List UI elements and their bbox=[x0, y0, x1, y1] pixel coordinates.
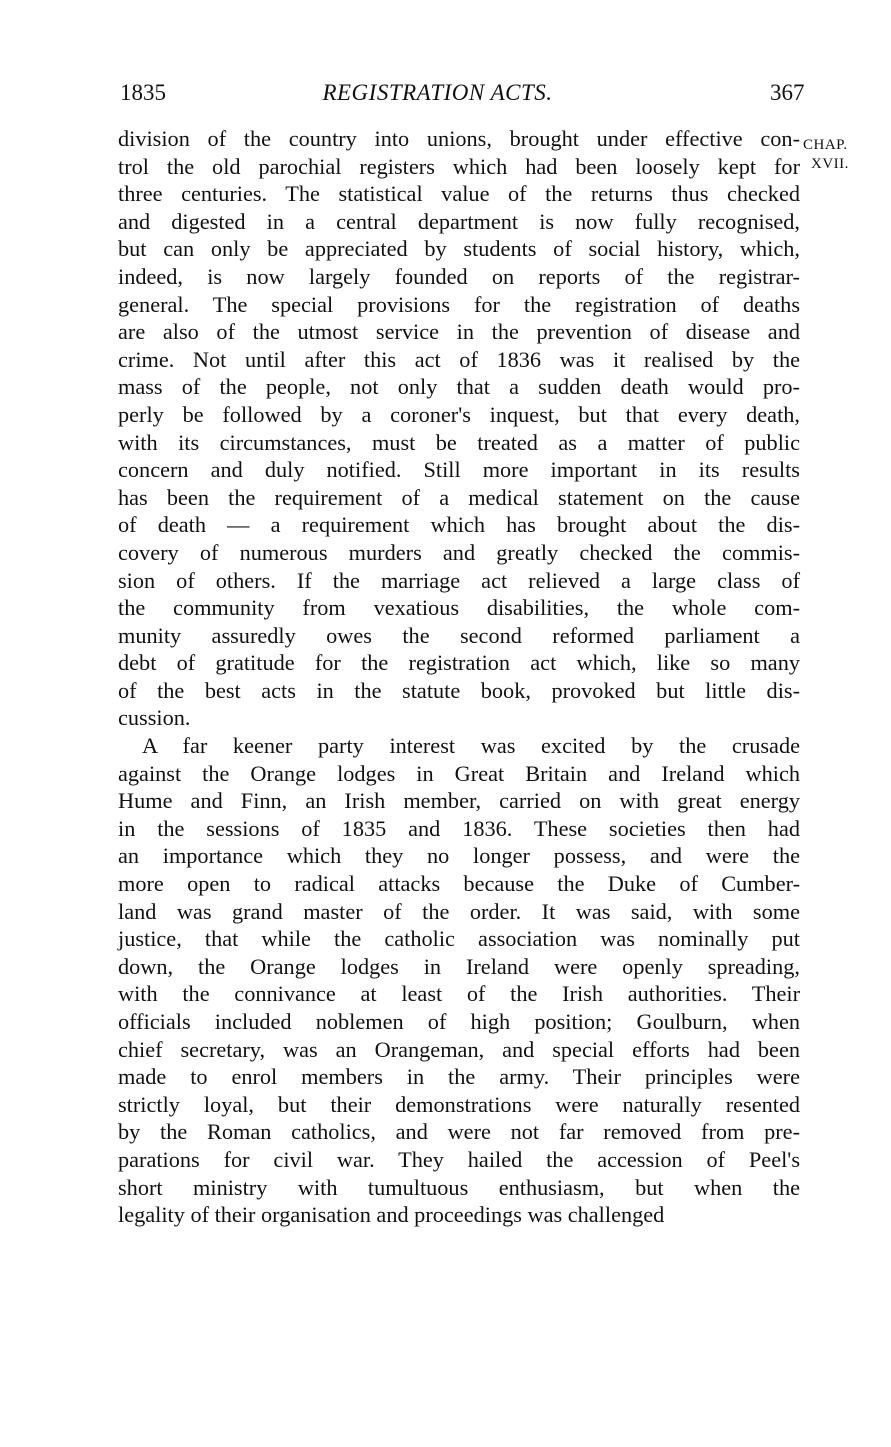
text-line: covery of numerous murders and greatly checked the commis- bbox=[118, 539, 800, 565]
text-line: A far keener party interest was excited by the crusade bbox=[142, 733, 800, 759]
margin-chapter-number: XVII. bbox=[811, 156, 849, 172]
text-line: sion of others. If the marriage act relieved a large class of bbox=[118, 567, 800, 593]
text-line: more open to radical attacks because the Duke of Cumber- bbox=[118, 871, 800, 897]
text-line: munity assuredly owes the second reformed parliament a bbox=[118, 622, 800, 648]
text-line: the community from vexatious disabilities, the whole com- bbox=[118, 595, 800, 621]
running-title: REGISTRATION ACTS. bbox=[322, 80, 553, 105]
text-line: chief secretary, was an Orangeman, and special efforts had been bbox=[118, 1036, 800, 1062]
header-year: 1835 bbox=[120, 80, 166, 105]
text-line: three centuries. The statistical value of the returns thus checked bbox=[118, 181, 800, 207]
text-line: an importance which they no longer possess, and were the bbox=[118, 843, 800, 869]
text-line: cussion. bbox=[118, 705, 191, 731]
text-line: with the connivance at least of the Irish authorities. Their bbox=[118, 981, 800, 1007]
text-line: debt of gratitude for the registration act which, like so many bbox=[118, 650, 800, 676]
text-line: against the Orange lodges in Great Britain and Ireland which bbox=[118, 760, 800, 786]
text-line: general. The special provisions for the registration of deaths bbox=[118, 291, 800, 317]
text-line: parations for civil war. They hailed the accession of Peel's bbox=[118, 1146, 800, 1172]
text-line: indeed, is now largely founded on reports of the registrar- bbox=[118, 263, 800, 289]
text-line: Hume and Finn, an Irish member, carried on with great energy bbox=[118, 788, 800, 814]
text-line: with its circumstances, must be treated as a matter of public bbox=[118, 429, 800, 455]
text-line: justice, that while the catholic association was nominally put bbox=[118, 926, 800, 952]
text-line: down, the Orange lodges in Ireland were openly spreading, bbox=[118, 953, 800, 979]
text-line: trol the old parochial registers which had been loosely kept for bbox=[118, 153, 800, 179]
paragraph bbox=[118, 125, 800, 732]
margin-chapter-label: CHAP. bbox=[803, 137, 848, 153]
text-line: division of the country into unions, brought under effective con- bbox=[118, 126, 800, 151]
text-line: made to enrol members in the army. Their principles were bbox=[118, 1064, 800, 1090]
text-line: mass of the people, not only that a sudden death would pro- bbox=[118, 374, 800, 400]
page-number: 367 bbox=[770, 80, 805, 105]
text-line: strictly loyal, but their demonstrations were naturally resented bbox=[118, 1091, 800, 1117]
text-line: but can only be appreciated by students of social history, which, bbox=[118, 236, 800, 262]
text-line: are also of the utmost service in the prevention of disease and bbox=[118, 319, 800, 345]
text-line: and digested in a central department is now fully recognised, bbox=[118, 208, 800, 234]
text-line: officials included noblemen of high position; Goulburn, when bbox=[118, 1009, 800, 1034]
text-line: in the sessions of 1835 and 1836. These societies then had bbox=[118, 815, 800, 841]
paragraph bbox=[118, 732, 800, 1229]
text-line: perly be followed by a coroner's inquest, but that every death, bbox=[118, 401, 800, 427]
text-line: concern and duly notified. Still more important in its results bbox=[118, 457, 800, 483]
text-line: legality of their organisation and proceedings was challenged bbox=[118, 1202, 665, 1228]
text-line: has been the requirement of a medical statement on the cause bbox=[118, 484, 800, 510]
text-line: of the best acts in the statute book, provoked but little dis- bbox=[118, 677, 800, 703]
text-line: land was grand master of the order. It was said, with some bbox=[118, 898, 800, 924]
text-line: by the Roman catholics, and were not far removed from pre- bbox=[118, 1119, 800, 1145]
text-line: of death — a requirement which has brought about the dis- bbox=[118, 512, 800, 538]
text-line: short ministry with tumultuous enthusiasm, but when the bbox=[118, 1174, 800, 1200]
body-text bbox=[118, 125, 800, 1229]
text-line: crime. Not until after this act of 1836 was it realised by the bbox=[118, 346, 800, 372]
